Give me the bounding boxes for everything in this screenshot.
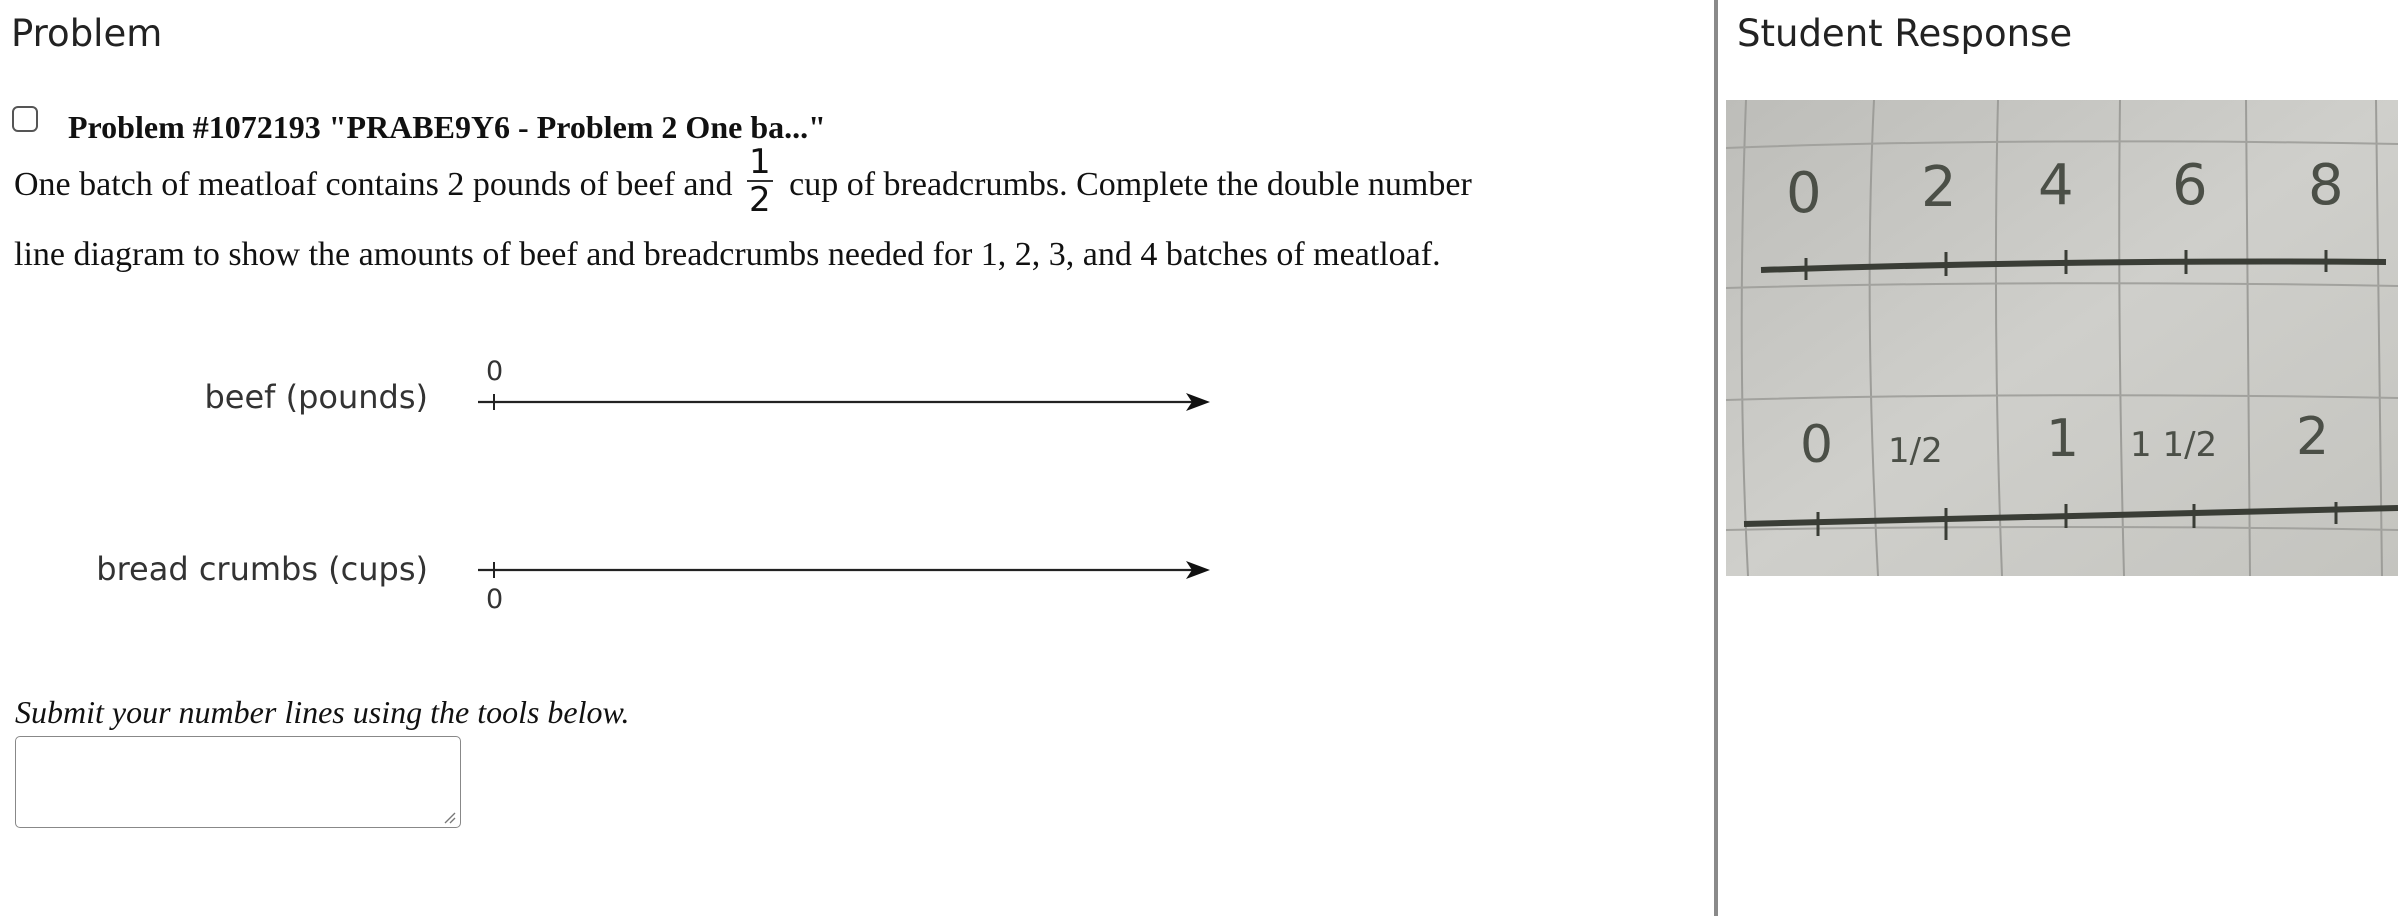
beef-line-label: beef (pounds) bbox=[204, 378, 428, 416]
crumbs-number-line bbox=[470, 550, 1215, 590]
student-response-photo bbox=[1726, 100, 2398, 576]
problem-heading: Problem #1072193 "PRABE9Y6 - Problem 2 One ba..." bbox=[68, 109, 826, 145]
handwritten-top-2: 2 bbox=[1921, 155, 1957, 220]
handwritten-bottom-2: 2 bbox=[2296, 407, 2330, 467]
handwritten-bottom-0: 0 bbox=[1800, 415, 1834, 475]
crumbs-line-label: bread crumbs (cups) bbox=[96, 550, 428, 588]
problem-statement bbox=[14, 142, 1654, 286]
submit-instruction: Submit your number lines using the tools below. bbox=[15, 694, 630, 730]
statement-text-before-fraction: One batch of meatloaf contains 2 pounds of beef and bbox=[14, 165, 733, 203]
statement-text-after-fraction: cup of breadcrumbs. Complete the double number bbox=[789, 165, 1472, 203]
statement-line-1 bbox=[14, 142, 1654, 224]
handwritten-bottom-half: 1/2 bbox=[1888, 431, 1943, 471]
problem-panel-title: Problem bbox=[11, 12, 163, 55]
handwritten-top-8: 8 bbox=[2308, 153, 2344, 218]
answer-textarea[interactable] bbox=[15, 736, 461, 828]
handwritten-bottom-one-and-half: 1 1/2 bbox=[2130, 425, 2218, 465]
crumbs-zero-label: 0 bbox=[486, 584, 504, 615]
fraction-numerator: 1 bbox=[748, 142, 771, 182]
beef-number-line bbox=[470, 382, 1215, 422]
handwritten-top-6: 6 bbox=[2172, 153, 2208, 218]
handwritten-bottom-1: 1 bbox=[2046, 409, 2080, 469]
problem-checkbox[interactable] bbox=[12, 106, 38, 132]
fraction-denominator: 2 bbox=[748, 180, 771, 220]
handwritten-top-4: 4 bbox=[2038, 153, 2074, 218]
fraction-one-half bbox=[747, 144, 773, 218]
response-panel-title: Student Response bbox=[1737, 12, 2073, 55]
beef-zero-label: 0 bbox=[486, 356, 504, 387]
handwritten-double-number-line-image bbox=[1726, 100, 2398, 576]
statement-line-2: line diagram to show the amounts of beef and breadcrumbs needed for 1, 2, 3, and 4 batches of meatloaf. bbox=[14, 236, 1441, 273]
panel-divider bbox=[1714, 0, 1718, 916]
handwritten-top-0: 0 bbox=[1786, 161, 1822, 226]
resize-grip-icon[interactable] bbox=[440, 808, 456, 824]
